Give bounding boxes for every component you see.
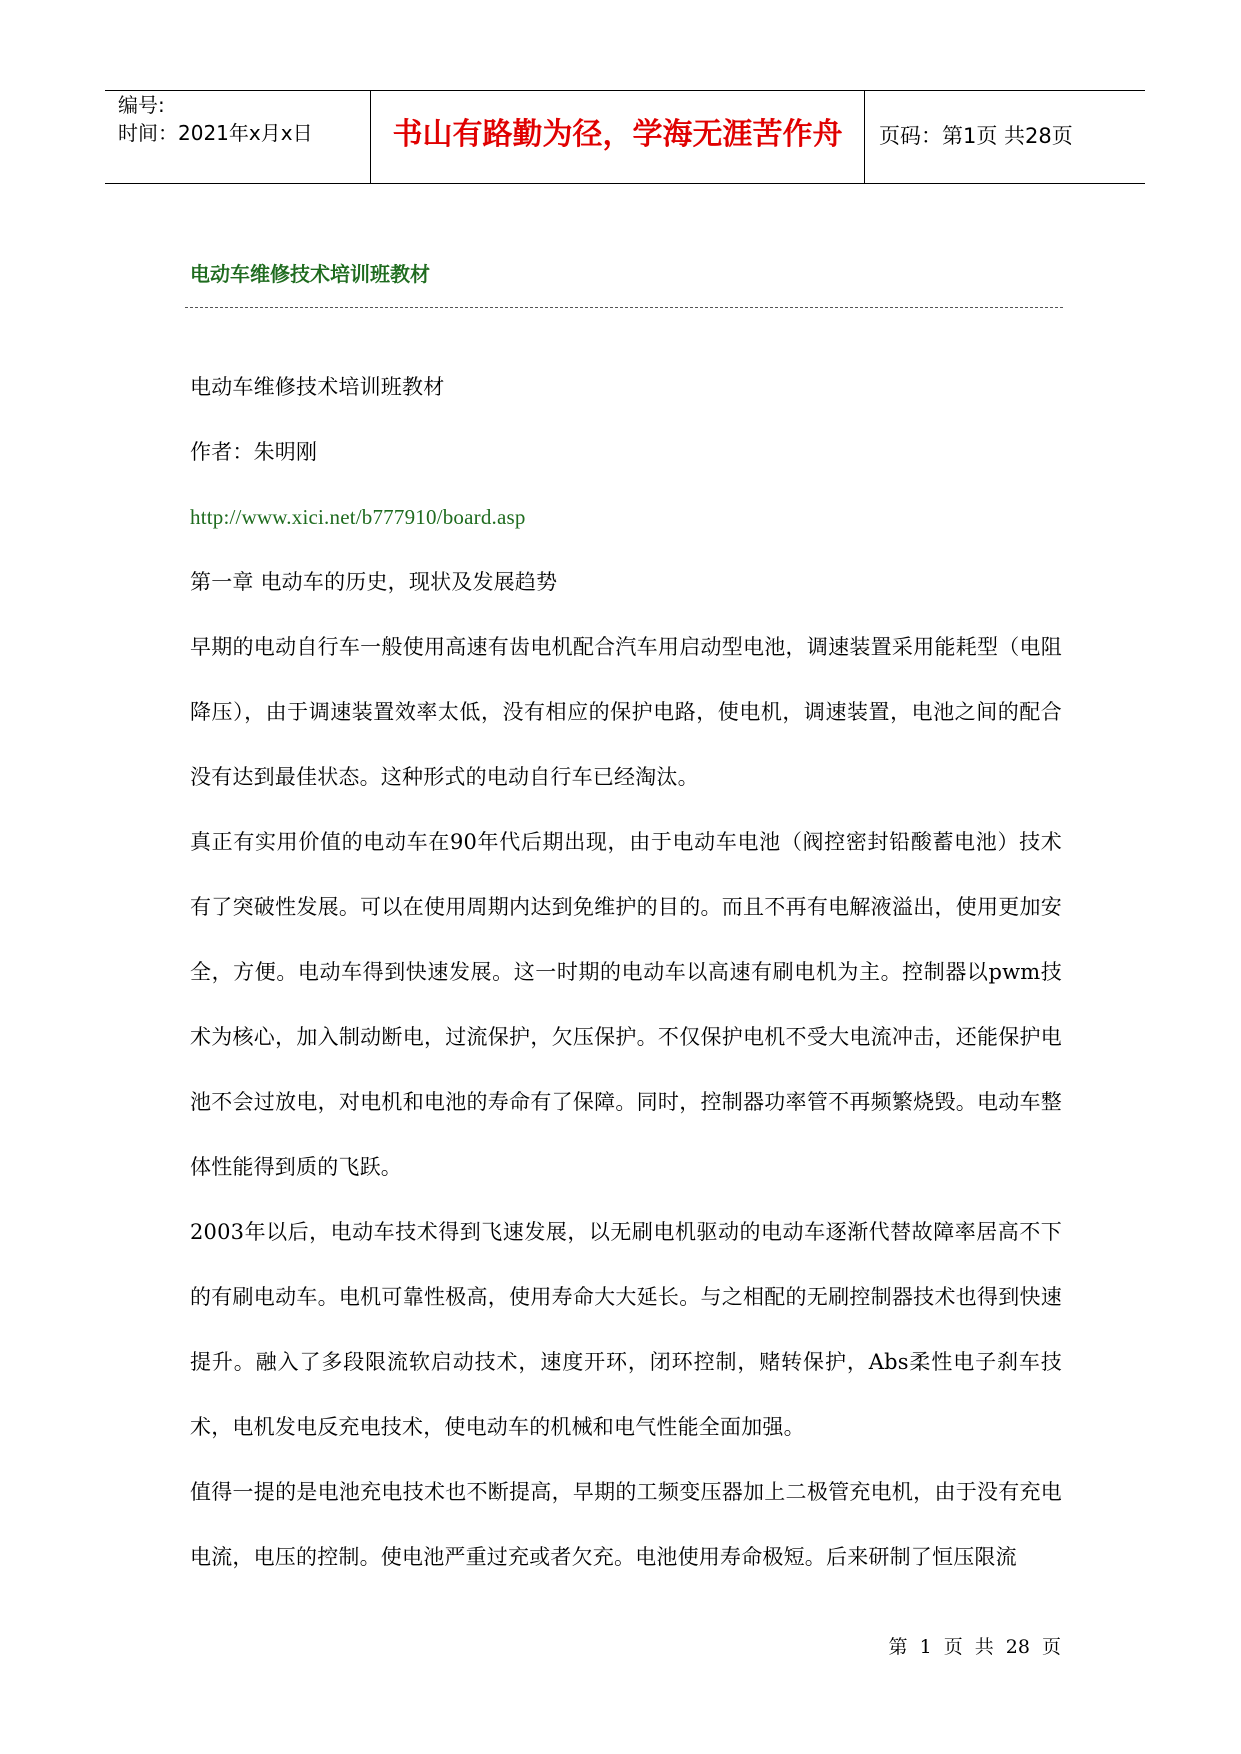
page-number-label: 页码：第1页 共28页 bbox=[879, 124, 1073, 148]
motto: 书山有路勤为径，学海无涯苦作舟 bbox=[392, 117, 843, 152]
number-label: 编号: bbox=[118, 93, 165, 117]
page-footer: 第 1 页 共 28 页 bbox=[888, 1636, 1061, 1658]
document-title: 电动车维修技术培训班教材 bbox=[190, 262, 430, 286]
header-info-cell bbox=[105, 91, 370, 183]
document-body bbox=[190, 355, 1062, 1590]
header-table bbox=[105, 90, 1145, 184]
paragraph: 真正有实用价值的电动车在90年代后期出现，由于电动车电池（阀控密封铅酸蓄电池）技术有了突破性发展。可以在使用周期内达到免维护的目的。而且不再有电解液溢出，使用更加安全，方便。电动车得到快速发展。这一时期的电动车以高速有刷电机为主。控制器以pwm技术为核心，加入制动断电，过流保护，欠压保护。不仅保护电机不受大电流冲击，还能保护电池不会过放电，对电机和电池的寿命有了保障。同时，控制器功率管不再频繁烧毁。电动车整体性能得到质的飞跃。 bbox=[190, 830, 1062, 1179]
paragraph-author: 作者：朱明刚 bbox=[190, 440, 318, 464]
chapter-heading: 第一章 电动车的历史，现状及发展趋势 bbox=[190, 570, 558, 594]
dashed-divider bbox=[185, 307, 1063, 308]
paragraph: 早期的电动自行车一般使用高速有齿电机配合汽车用启动型电池，调速装置采用能耗型（电阻降压），由于调速装置效率太低，没有相应的保护电路，使电机，调速装置，电池之间的配合没有达到最佳状态。这种形式的电动自行车已经淘汰。 bbox=[190, 635, 1062, 789]
header-page-cell bbox=[865, 91, 1145, 183]
source-link[interactable]: http://www.xici.net/b777910/board.asp bbox=[190, 505, 526, 529]
paragraph-title: 电动车维修技术培训班教材 bbox=[190, 375, 445, 399]
header-motto-cell bbox=[370, 91, 865, 183]
paragraph: 2003年以后，电动车技术得到飞速发展，以无刷电机驱动的电动车逐渐代替故障率居高不下的有刷电动车。电机可靠性极高，使用寿命大大延长。与之相配的无刷控制器技术也得到快速提升。融入了多段限流软启动技术，速度开环，闭环控制，赌转保护，Abs柔性电子刹车技术，电机发电反充电技术，使电动车的机械和电气性能全面加强。 bbox=[190, 1220, 1062, 1439]
time-label: 时间：2021年x月x日 bbox=[118, 121, 313, 145]
paragraph: 值得一提的是电池充电技术也不断提高，早期的工频变压器加上二极管充电机，由于没有充电电流，电压的控制。使电池严重过充或者欠充。电池使用寿命极短。后来研制了恒压限流 bbox=[190, 1480, 1062, 1569]
